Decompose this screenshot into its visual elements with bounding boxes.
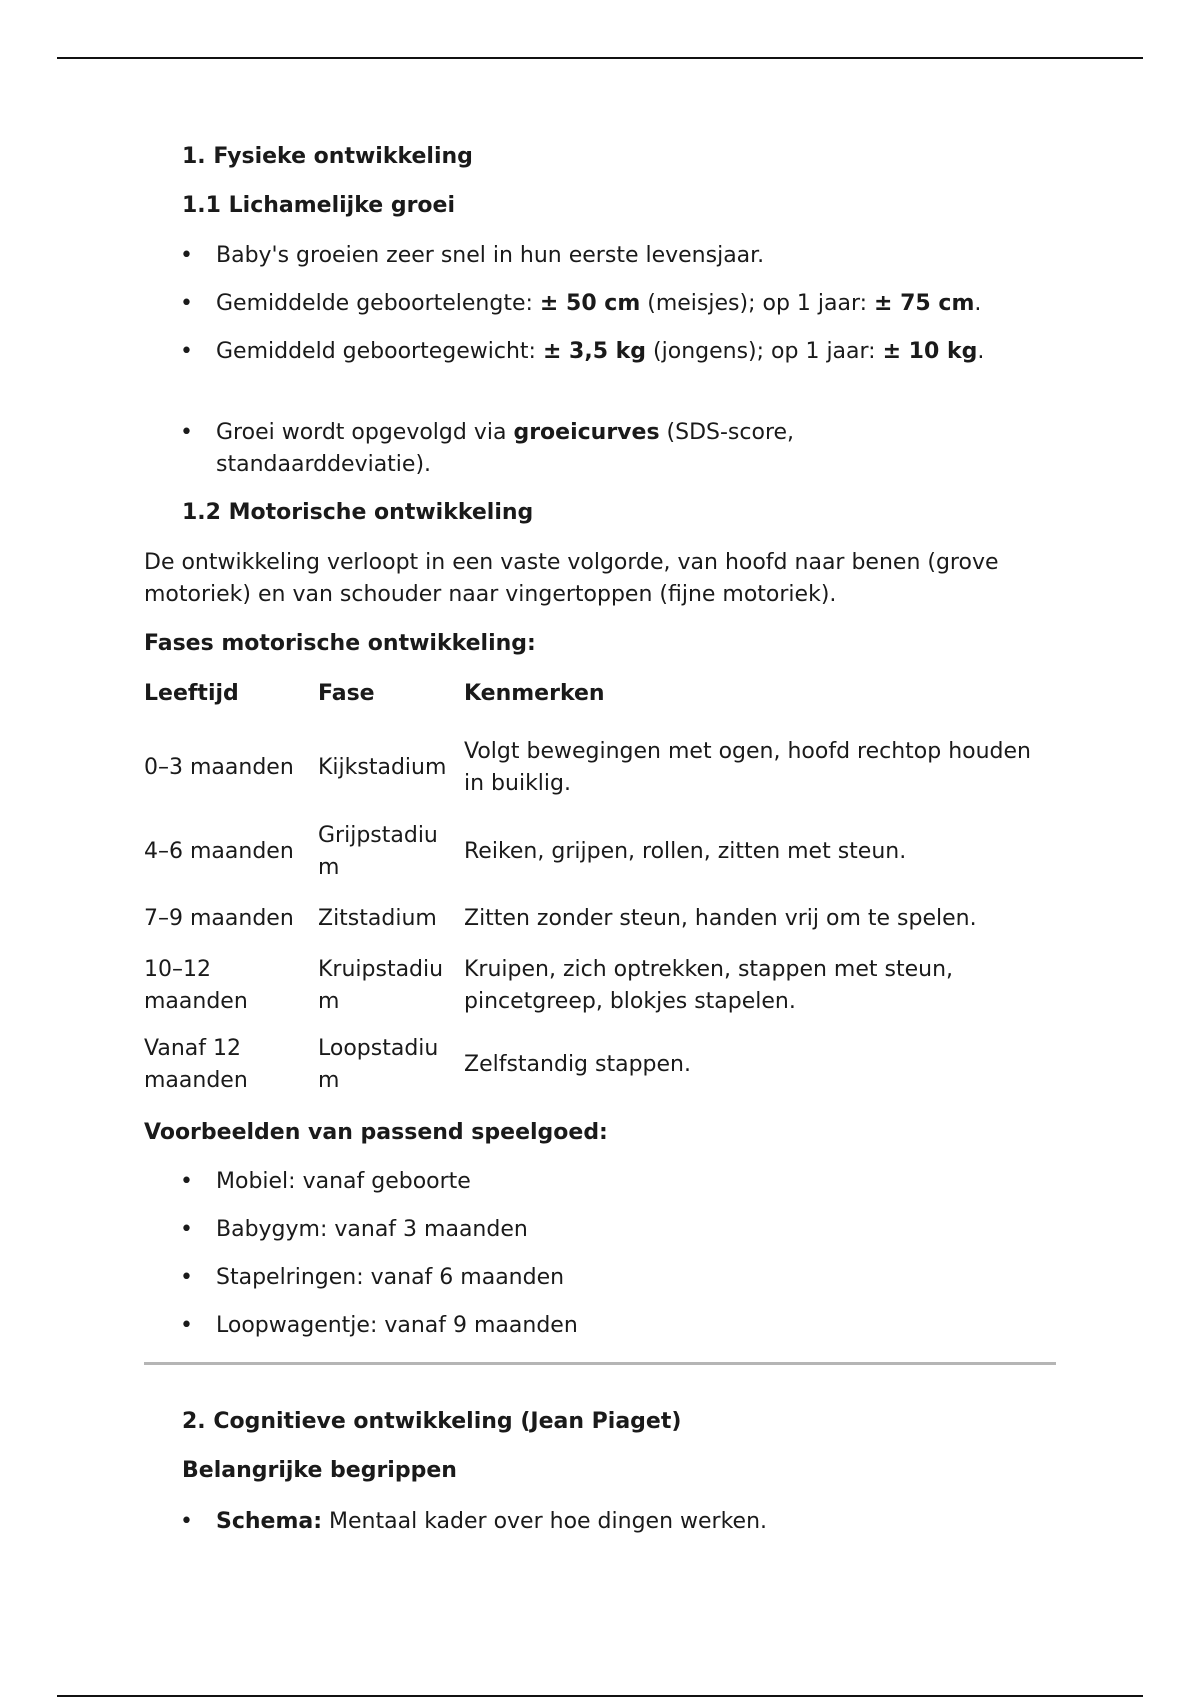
intro-paragraph: De ontwikkeling verloopt in een vaste volgorde, van hoofd naar benen (grove motoriek) en van schouder naar vingertoppen (fijne motoriek). [144, 550, 999, 607]
table-row [140, 1028, 1048, 1102]
section-2-title: 2. Cognitieve ontwikkeling (Jean Piaget) [182, 1409, 682, 1434]
bullet-bold: ± 75 cm [874, 291, 975, 316]
bullet-bold: ± 10 kg [882, 339, 978, 364]
phases-table [140, 678, 1048, 1102]
table-cell: Vanaf 12 maanden [144, 1036, 248, 1093]
bullet-bold: groeicurves [513, 420, 660, 445]
phases-heading: Fases motorische ontwikkeling: [144, 631, 536, 656]
column-header: Fase [318, 681, 375, 706]
bullet-text: Baby's groeien zeer snel in hun eerste levensjaar. [216, 243, 765, 268]
bullet-text: Gemiddelde geboortelengte: [216, 291, 540, 316]
table-cell: Reiken, grijpen, rollen, zitten met steun. [464, 839, 907, 864]
subsection-1-1-title: 1.1 Lichamelijke groei [182, 193, 456, 218]
bullet-bold: ± 50 cm [539, 291, 641, 316]
toys-heading: Voorbeelden van passend speelgoed: [144, 1120, 608, 1145]
section-2-subtitle: Belangrijke begrippen [182, 1458, 457, 1483]
bullet-text: . [974, 291, 982, 316]
table-cell: Kijkstadium [318, 755, 447, 780]
bullet-text: (SDS-score, standaarddeviatie). [216, 420, 795, 477]
table-cell: Kruipen, zich optrekken, stappen met steun, pincetgreep, blokjes stapelen. [464, 957, 954, 1014]
table-cell: 7–9 maanden [144, 906, 294, 931]
table-row [140, 894, 1048, 944]
list-item: • Mobiel: vanaf geboorte [216, 1166, 1076, 1198]
section-1-title: 1. Fysieke ontwikkeling [182, 144, 473, 169]
table-cell: Volgt bewegingen met ogen, hoofd rechtop houden in buiklig. [464, 739, 1031, 796]
table-cell: 10–12 maanden [144, 957, 248, 1014]
list-item [216, 1506, 1076, 1538]
column-header: Kenmerken [464, 681, 605, 706]
table-row [140, 810, 1048, 894]
table-cell: 4–6 maanden [144, 839, 294, 864]
table-row [140, 944, 1048, 1028]
column-header: Leeftijd [144, 681, 239, 706]
table-cell: Zelfstandig stappen. [464, 1052, 691, 1077]
list-item: • Stapelringen: vanaf 6 maanden [216, 1262, 1076, 1294]
list-item: • Babygym: vanaf 3 maanden [216, 1214, 1076, 1246]
term-label: Schema: [216, 1509, 323, 1534]
list-item [216, 240, 1076, 272]
list-item: • Loopwagentje: vanaf 9 maanden [216, 1310, 1076, 1342]
table-cell: Zitstadium [318, 906, 437, 931]
term-definition: Mentaal kader over hoe dingen werken. [322, 1509, 768, 1534]
bullet-text: Gemiddeld geboortegewicht: [216, 339, 543, 364]
table-header-row [140, 678, 1048, 726]
table-cell: Grijpstadium [318, 823, 438, 880]
table-row [140, 726, 1048, 810]
table-cell: Kruipstadium [318, 957, 444, 1014]
bullet-text: . [977, 339, 985, 364]
bullet-text: (jongens); op 1 jaar: [646, 339, 883, 364]
list-item [216, 336, 1026, 368]
subsection-1-2-title: 1.2 Motorische ontwikkeling [182, 500, 534, 525]
bullet-text: Groei wordt opgevolgd via [216, 420, 514, 445]
section-divider [144, 1362, 1056, 1365]
table-cell: Loopstadium [318, 1036, 439, 1093]
bullet-bold: ± 3,5 kg [542, 339, 647, 364]
table-cell: Zitten zonder steun, handen vrij om te spelen. [464, 906, 977, 931]
list-item [216, 417, 876, 481]
top-rule [57, 57, 1143, 59]
list-item [216, 288, 1076, 320]
bottom-rule [57, 1695, 1143, 1697]
bullet-text: (meisjes); op 1 jaar: [640, 291, 875, 316]
table-cell: 0–3 maanden [144, 755, 294, 780]
